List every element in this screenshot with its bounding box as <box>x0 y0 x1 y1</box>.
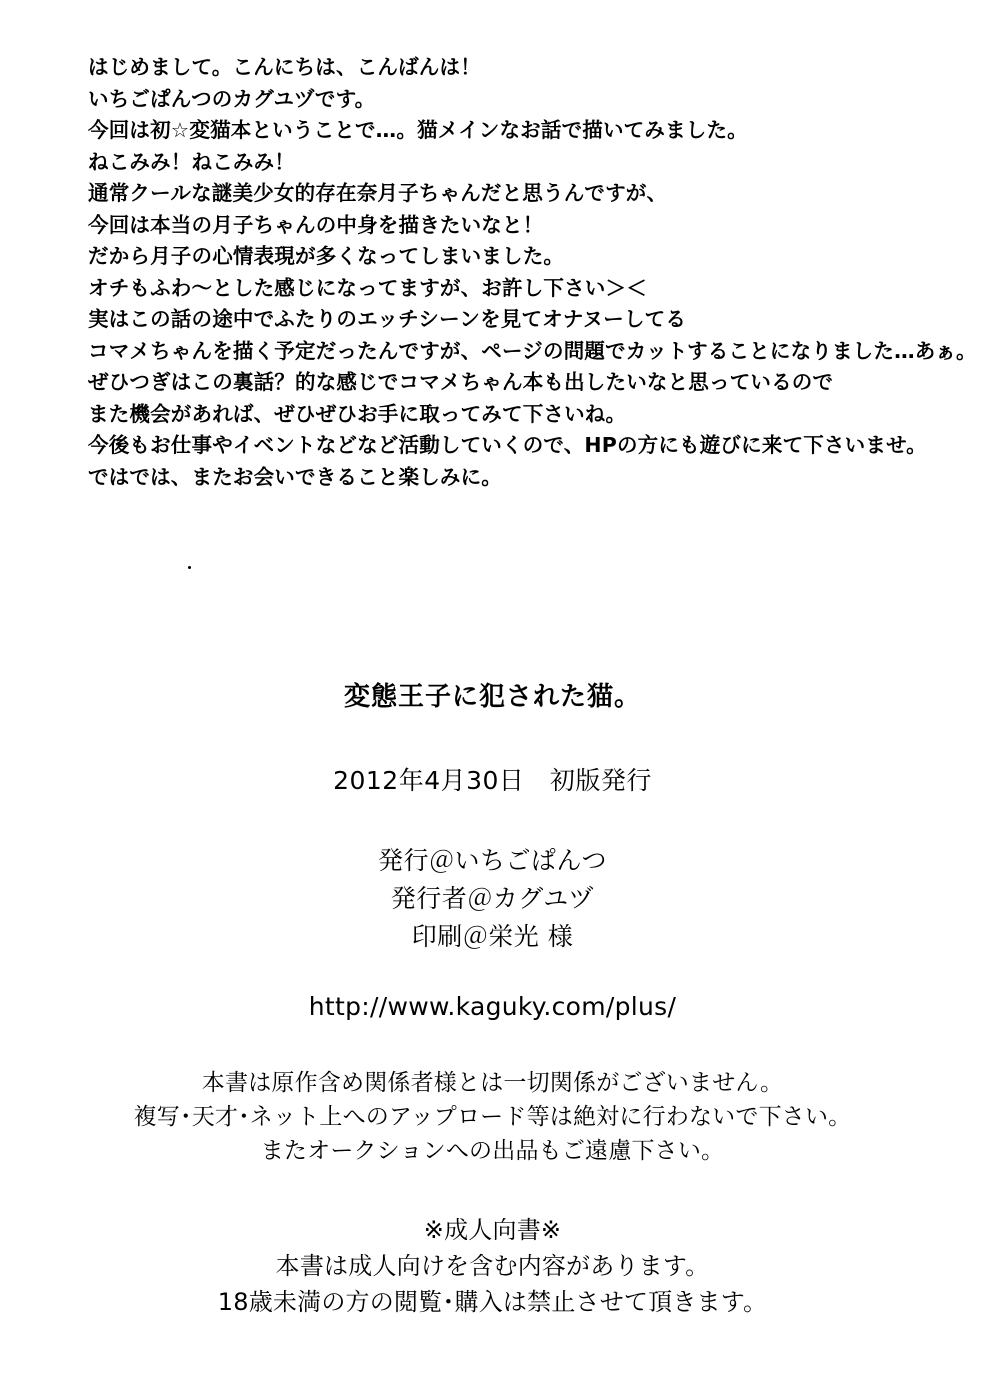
credit-publisher: 発行＠いちごぱんつ <box>377 846 607 875</box>
afterword-line: 通常クールな謎美少女的存在奈月子ちゃんだと思うんですが、 <box>88 181 668 205</box>
afterword-line: コマメちゃんを描く予定だったんですが、ページの問題でカットすることになりました…あぁ。 <box>88 338 977 363</box>
adult-warning-line: 本書は成人向けを含む内容があります。 <box>275 1252 710 1280</box>
afterword-line: オチもふわ～とした感じになってますが、お許し下さい＞＜ <box>88 275 647 300</box>
credits-block <box>0 842 985 956</box>
afterword-line: はじめまして。こんにちは、こんばんは！ <box>88 55 481 79</box>
afterword-text-block <box>88 52 977 493</box>
legal-notice-block <box>0 1066 985 1168</box>
afterword-line: ねこみみ！ねこみみ！ <box>88 149 295 174</box>
notice-line: 複写･天才･ネット上へのアップロード等は絶対に行わないで下さい。 <box>133 1104 852 1130</box>
afterword-line: 今回は初☆変猫本ということで…。猫メインなお話で描いてみました。 <box>88 118 748 142</box>
notice-line: またオークションへの出品もご遠慮下さい。 <box>260 1138 725 1164</box>
book-title: 変態王子に犯された猫。 <box>343 682 641 712</box>
adult-warning-heading: ※成人向書※ <box>423 1216 562 1244</box>
afterword-line: ぜひつぎはこの裏話？的な感じでコマメちゃん本も出したいなと思っているので <box>88 370 834 394</box>
afterword-line: ではでは、またお会いできること楽しみに。 <box>88 464 502 489</box>
afterword-line: だから月子の心情表現が多くなってしまいました。 <box>88 244 565 268</box>
afterword-line: また機会があれば、ぜひぜひお手に取ってみて下さいね。 <box>88 401 627 426</box>
credit-author: 発行者＠カグユヅ <box>390 884 595 913</box>
publication-date: 2012年4月30日 初版発行 <box>333 766 652 795</box>
adult-warning-block <box>0 1212 985 1320</box>
colophon-block <box>0 680 985 1320</box>
afterword-line: 今後もお仕事やイベントなどなど活動していくので、HPの方にも遊びに来て下さいませ。 <box>88 433 927 457</box>
website-url[interactable]: http://www.kaguky.com/plus/ <box>308 992 677 1021</box>
afterword-line: いちごぱんつのカグユヅです。 <box>88 86 376 111</box>
afterword-line: 今回は本当の月子ちゃんの中身を描きたいなと！ <box>88 212 544 237</box>
adult-warning-line: 18歳未満の方の閲覧･購入は禁止させて頂きます。 <box>217 1288 768 1316</box>
afterword-line: 実はこの話の途中でふたりのエッチシーンを見てオナヌーしてる <box>88 307 687 331</box>
ink-dot-mark <box>188 566 191 569</box>
notice-line: 本書は原作含め関係者様とは一切関係がございません。 <box>201 1070 784 1096</box>
credit-printer: 印刷＠栄光 様 <box>411 922 574 951</box>
